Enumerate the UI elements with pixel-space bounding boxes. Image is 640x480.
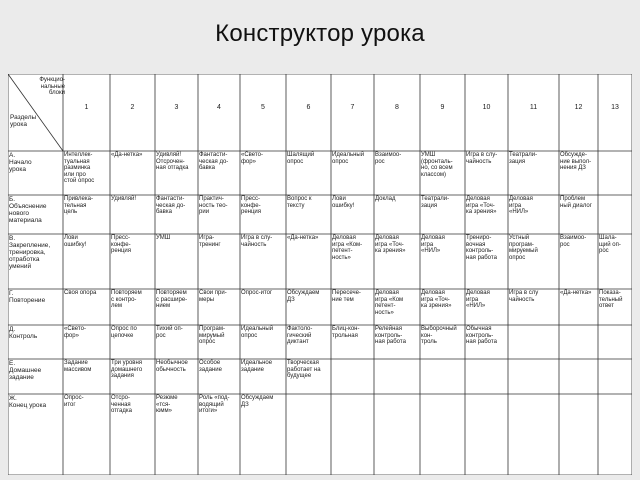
table-cell: Програм- мирумый опрос [199,326,225,346]
table-cell: Опрос- итог [64,395,84,408]
row-label: Б. Объяснение нового материала [9,196,47,224]
table-cell: Фантасти- ческая до- бавка [199,152,229,172]
table-cell: Устный програм- мируемый опрос [509,235,538,261]
table-cell: Идеальный опрос [241,326,274,339]
table-cell: Блиц-кон- трольная [332,326,360,339]
table-cell: Обсуждаем ДЗ [241,395,274,408]
table-cell: Трениро- вочная контроль- ная работа [466,235,497,261]
table-cell: Деловая игра «Точ- ка зрения» [375,235,406,255]
table-cell: Деловая игра «Ком- петент- ность» [332,235,363,261]
table-cell: Деловая игра «НИЛ» [466,290,490,310]
table-cell: «Да-нетка» [111,152,143,158]
header-column-number: 7 [350,104,355,111]
table-cell: Творческая работает на будущее [287,360,321,380]
header-column-number: 5 [261,104,265,111]
table-cell: УМШ (фронталь- но, со всем классом) [421,152,453,178]
table-cell: Пресс- конфе- ренция [241,196,262,216]
header-column-number: 9 [440,104,445,111]
row-label: А. Начало урока [9,152,32,173]
header-column-number: 2 [130,104,135,111]
table-cell: Шалящий опрос [287,152,315,165]
table-cell: Показа- тельный ответ [599,290,623,310]
table-cell: Необычное обычность [156,360,188,373]
table-cell: Роль «под- водящий итоги» [199,395,230,415]
table-cell: Игра в слу- чайность [466,152,498,165]
table-cell: Доклад [375,196,396,202]
table-cell: Лови ошибку! [64,235,87,248]
table-cell: Пресс- конфе- ренция [111,235,132,255]
header-column-number: 4 [217,104,221,111]
table-cell: Повторяем с контро- лем [111,290,142,310]
table-cell: Фактоло- гический диктант [287,326,313,346]
header-column-number: 3 [174,104,179,111]
header-column-number: 6 [306,104,311,111]
table-cell: Взаимоо- рос [560,235,587,248]
row-label: Г. Повторение [9,290,46,304]
table-cell: Привлека- тельная цель [64,196,93,216]
table-cell: Игра- тренинг [199,235,221,248]
table-cell: Релейная контроль- ная работа [375,326,406,346]
header-column-number: 13 [611,104,619,111]
table-cell: Обсуждаем ДЗ [287,290,320,303]
header-diag-top: Функцио- нальные блоки [39,77,65,97]
table-cell: Тихий оп- рос [156,326,183,339]
header-diag-bottom: Разделы урока [10,114,37,128]
table-cell: Шала- щий оп- рос [599,235,621,255]
header-column-number: 12 [574,104,583,111]
table-cell: Выборочный кон- троль [421,326,457,346]
table-cell: Обсужде- ние выпол- нения ДЗ [560,152,592,172]
table-cell: Вопрос к тексту [287,196,312,209]
table-cell: Особое задание [199,360,222,373]
table-cell: «Да-нетка» [560,290,592,296]
table-cell: Фантасти- ческая до- бавка [156,196,186,216]
table-cell: Лови ошибку! [332,196,355,209]
table-cell: Задание массивом [64,360,92,373]
row-label: Е. Домашнее задание [9,360,42,381]
row-label: Ж. Конец урока [9,395,47,409]
table-cell: Интеллек- туальная разминка или про стой опрос [64,152,95,185]
header-column-number: 1 [84,104,89,111]
table-cell: Деловая игра «НИЛ» [509,196,533,216]
table-cell: Практич- ность тео- рии [199,196,228,216]
table-cell: Идеальный опрос [332,152,365,165]
table-cell: Деловая игра «Точ- ка зрения» [466,196,497,216]
table-cell: Повторяем с расшире- нием [156,290,188,310]
table-cell: Удивляй! Отсрочен- ная отгадка [156,152,189,172]
table-cell: Опрос-итог [241,290,273,296]
table-cell: Игра в слу- чайность [241,235,273,248]
table-cell: Обычная контроль- ная работа [466,326,497,346]
row-label: В. Закрепление, тренировка, отработка умений [9,235,51,270]
table-cell: Удивляй! [111,196,137,202]
header-column-number: 11 [529,104,538,111]
table-cell: Проблем ный диалог [560,196,592,209]
table-cell: Пересече- ние тем [332,290,361,303]
lesson-constructor-table [8,74,632,475]
table-cell: Отсро- ченная отгадка [111,395,132,415]
table-cell: Свои при- меры [199,290,227,303]
table-cell: Деловая игра «НИЛ» [421,235,445,255]
table-cell: Игра в слу чайность [509,290,539,303]
row-label: Д. Контроль [9,326,38,340]
table-cell: Деловая игра «Точ- ка зрения» [421,290,452,310]
table-cell: Опрос по цепочке [111,326,137,339]
table-cell: «Да-нетка» [287,235,319,241]
table-cell: Театрали- зация [421,196,450,209]
table-cell: Деловая игра «Ком петент- ность» [375,290,404,316]
table-cell: «Свето- фор» [64,326,86,339]
header-column-number: 8 [395,104,399,111]
table-cell: Театрали- зация [509,152,538,165]
header-column-number: 10 [482,104,491,111]
table-cell: Взаимоо- рос [375,152,402,165]
table-cell: Резюме «тся- юмм» [156,395,178,415]
table-cell: «Свето- фор» [241,152,263,165]
table-cell: Идеальное задание [241,360,273,373]
table-cell: УМШ [156,235,171,241]
table-cell: Три уровня домашнего задания [111,360,143,380]
page-title: Конструктор урока [215,20,425,47]
table-cell: Своя опора [64,290,97,296]
